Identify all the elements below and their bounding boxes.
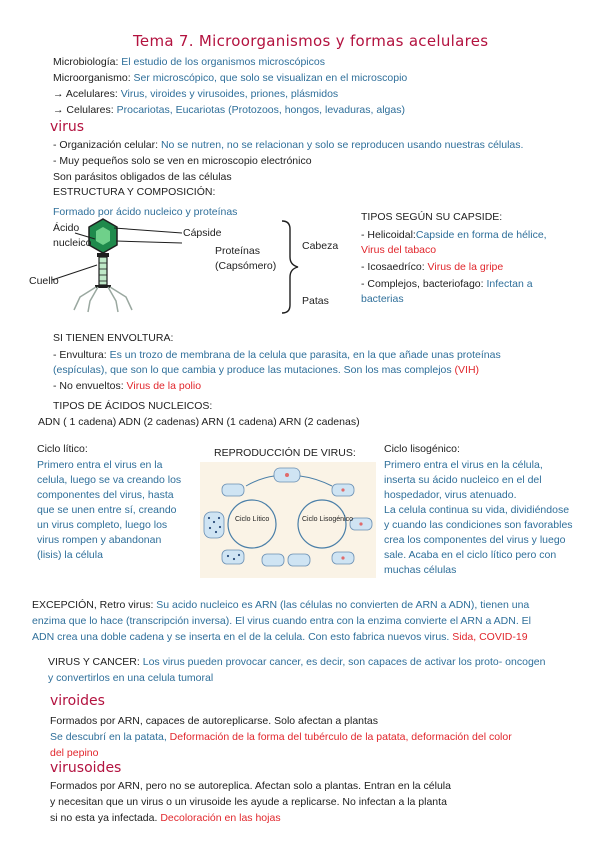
exception-text2: enzima que lo hace (transcripción inversa). El virus cuando entra con la enzima convierte el ARN a ADN. El: [32, 615, 531, 627]
viroides-line1: Formados por ARN, capaces de autoreplicarse. Solo afectan a plantas: [50, 715, 379, 727]
envelope-line1: [53, 348, 501, 362]
arrow-proteins: [116, 241, 182, 243]
microorganism-label: Microorganismo:: [53, 72, 131, 84]
virusoides-heading: virusoides: [50, 760, 122, 776]
nucleic-acid-types-heading: TIPOS DE ÁCIDOS NUCLEICOS:: [53, 400, 213, 412]
lysogenic-line: inserta su ácido nucleico en el del: [384, 474, 542, 486]
phage-leg: [110, 287, 132, 310]
envelope-heading: SI TIENEN ENVOLTURA:: [53, 332, 174, 344]
exception-examples: Sida, COVID-19: [452, 631, 528, 643]
cancer-line1: [48, 655, 545, 669]
viroides-effect-cont: del pepino: [50, 747, 99, 759]
icosahedral-example: Virus de la gripe: [427, 261, 504, 273]
helical-label: - Helicoidal:: [361, 229, 416, 241]
envelope-example: (VIH): [454, 364, 480, 376]
reproduction-heading: REPRODUCCIÓN DE VIRUS:: [214, 447, 356, 459]
cancer-text2: y convertirlos en una celula tumoral: [48, 672, 214, 684]
complex-label: - Complejos, bacteriofago:: [361, 278, 484, 290]
phage-collar: [97, 253, 109, 257]
complex-text1: Infectan a: [486, 278, 533, 290]
lytic-heading: Ciclo lítico:: [37, 443, 88, 455]
head-brace: [282, 221, 298, 313]
lysogenic-cycle-label: Ciclo Lisogénico: [302, 516, 353, 523]
cancer-text1: Los virus pueden provocar cancer, es decir, son capaces de activar los proto- oncogen: [142, 656, 546, 668]
exception-line3: [32, 630, 528, 644]
lysogenic-line: La celula continua su vida, dividiéndose: [384, 504, 570, 516]
cell-organization-line: [53, 138, 523, 152]
cellular-text: Procariotas, Eucariotas: [116, 104, 226, 116]
cellular-label: → Celulares:: [53, 104, 114, 116]
exception-text1: Su acido nucleico es ARN (las células no convierten de ARN a ADN), tienen una: [156, 599, 530, 611]
viroides-discovered: Se descubrí en la patata,: [50, 731, 167, 743]
lysogenic-heading: Ciclo lisogénico:: [384, 443, 460, 455]
virusoides-line2: y necesitan que un virus o un virusoide les ayude a replicarse. No infectan a la planta: [50, 796, 447, 808]
nonenveloped-label: - No envueltos:: [53, 380, 124, 392]
envelope-line2: [53, 363, 479, 377]
cancer-label: VIRUS Y CANCER:: [48, 656, 140, 668]
microbiology-line: [53, 55, 325, 69]
envelope-text2: (espículas), que son lo que cambia y produce las mutaciones. Son los mas complejos: [53, 364, 452, 376]
arrow-capside: [114, 228, 182, 233]
exception-label: EXCEPCIÓN, Retro virus:: [32, 599, 154, 611]
complex-text2: bacterias: [361, 293, 404, 305]
lysogenic-line: Primero entra el virus en la célula,: [384, 459, 543, 471]
acellular-text: Virus, viroides y virusoides, priones, plásmidos: [120, 88, 339, 100]
lytic-line: componentes del virus, hasta: [37, 489, 174, 501]
microorganism-line: [53, 71, 407, 85]
diagram-acid-line1: Ácido: [53, 222, 80, 234]
virusoides-example: Decoloración en las hojas: [160, 812, 281, 824]
lytic-line: un virus completo, luego los: [37, 519, 168, 531]
envelope-text1: Es un trozo de membrana de la celula que parasita, en la que añade unas proteínas: [109, 349, 501, 361]
exception-line1: [32, 598, 529, 612]
diagram-acid-line2: nucleico: [53, 237, 92, 249]
microbiology-label: Microbiología:: [53, 56, 119, 68]
microorganism-text: Ser microscópico, que solo se visualizan en el microscopio: [133, 72, 408, 84]
nonenveloped-example: Virus de la polio: [126, 380, 202, 392]
lysogenic-line: y cuando las condiciones son favorables: [384, 519, 573, 531]
diagram-capsomer: (Capsómero): [215, 260, 277, 272]
virusoides-text3: si no esta ya infectada.: [50, 812, 158, 824]
viroides-effect: Deformación de la forma del tubérculo de la patata, deformación del color: [169, 731, 512, 743]
exception-text3: ADN crea una doble cadena y se inserta en el de la celula. Con esto fabrica nuevos virus.: [32, 631, 450, 643]
virusoides-line3: [50, 811, 281, 825]
envelope-label: - Envultura:: [53, 349, 107, 361]
cell-organization-text: No se nutren, no se relacionan y solo se reproducen usando nuestras células.: [160, 139, 524, 151]
virus-parasites-line: Son parásitos obligados de las células: [53, 171, 232, 183]
lytic-cycle-label: Ciclo Lítico: [235, 516, 270, 523]
page-title: Tema 7. Microorganismos y formas acelulares: [133, 32, 489, 50]
lysogenic-line: hospedador, virus atenuado.: [384, 489, 517, 501]
icosahedral-line: [361, 260, 503, 274]
viroides-heading: viroides: [50, 693, 105, 709]
microbiology-text: El estudio de los organismos microscópicos: [121, 56, 325, 68]
lysogenic-line: muchas células: [384, 564, 457, 576]
lysogenic-line: crea los componentes del virus y luego: [384, 534, 566, 546]
capside-types-heading: TIPOS SEGÚN SU CAPSIDE:: [361, 211, 503, 223]
nucleic-acid-types: ADN ( 1 cadena) ADN (2 cadenas) ARN (1 cadena) ARN (2 cadenas): [38, 416, 360, 428]
nonenveloped-line: [53, 379, 201, 393]
structure-formed: Formado por ácido nucleico y proteínas: [53, 206, 238, 218]
lytic-line: virus rompen y abandonan: [37, 534, 162, 546]
diagram-legs: Patas: [302, 295, 329, 307]
cellular-line: [53, 103, 405, 117]
cellular-extra: (Protozoos, hongos, levaduras, algas): [228, 104, 405, 116]
icosahedral-label: - Icosaedríco:: [361, 261, 425, 273]
acellular-label: → Acelulares:: [53, 88, 118, 100]
cell-organization-label: - Organización celular:: [53, 139, 159, 151]
lytic-line: celula, luego se va creando los: [37, 474, 182, 486]
phage-leg: [74, 287, 96, 310]
helical-example: Virus del tabaco: [361, 244, 437, 256]
diagram-neck: Cuello: [29, 275, 59, 287]
acellular-line: [53, 87, 338, 101]
lytic-line: (lisis) la célula: [37, 549, 103, 561]
helical-text: Capside en forma de hélice,: [415, 229, 547, 241]
virus-heading: virus: [50, 119, 85, 135]
lysogenic-line: sale. Acaba en el ciclo lítico pero con: [384, 549, 557, 561]
structure-heading: ESTRUCTURA Y COMPOSICIÓN:: [53, 186, 216, 198]
viroides-line2: [50, 730, 512, 744]
diagram-head: Cabeza: [302, 240, 339, 252]
diagram-capside: Cápside: [183, 227, 222, 239]
lytic-line: que se unen entre sí, creando: [37, 504, 177, 516]
lytic-line: Primero entra el virus en la: [37, 459, 163, 471]
complex-line: [361, 277, 533, 291]
helical-line: [361, 228, 547, 242]
diagram-proteins: Proteínas: [215, 245, 260, 257]
virusoides-line1: Formados por ARN, pero no se autoreplica. Afectan solo a plantas. Entran en la célula: [50, 780, 451, 792]
virus-small-line: - Muy pequeños solo se ven en microscopio electrónico: [53, 155, 312, 167]
